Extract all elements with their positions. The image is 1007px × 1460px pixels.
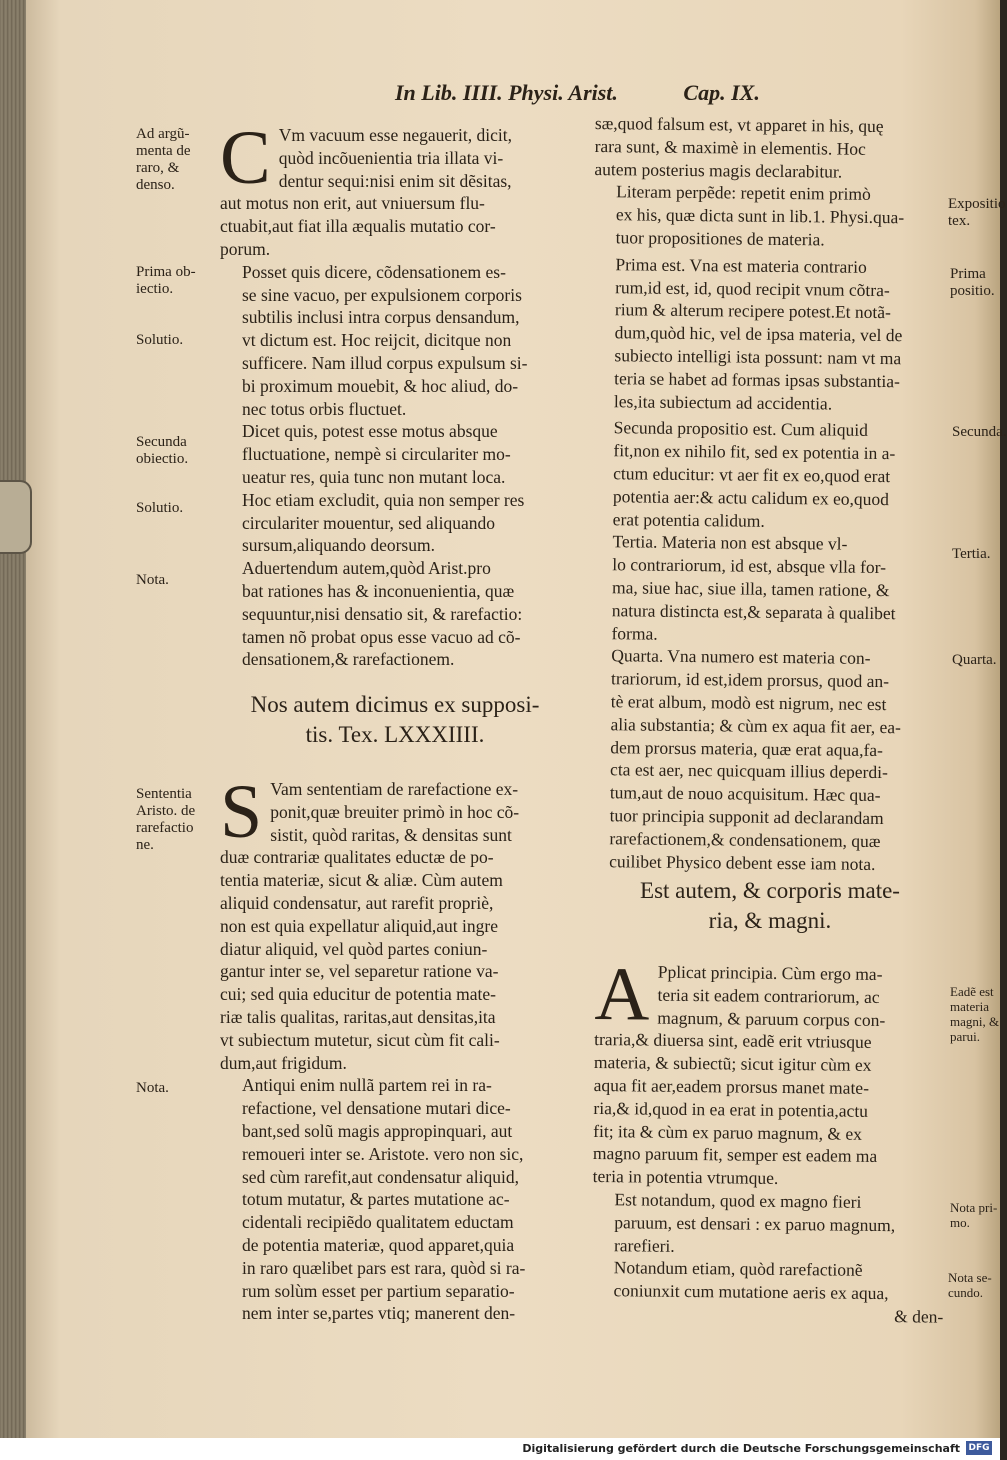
paragraph bbox=[592, 253, 946, 416]
text-line: materia, & subiectũ; sicut igitur cùm ex bbox=[593, 1052, 872, 1076]
section-heading-right bbox=[595, 876, 945, 936]
text-line: aut motus non erit, aut vniuersum flu- bbox=[220, 193, 485, 214]
paragraph bbox=[592, 952, 947, 1192]
text-line: dem prorsus materia, quæ erat aqua,fa- bbox=[610, 736, 884, 760]
text-line: Quarta. Vna numero est materia con- bbox=[611, 645, 871, 669]
text-line: rum,id est, id, quod recipit vnum cõtra- bbox=[615, 276, 890, 300]
text-line: fit; ita & cùm ex paruo magnum, & ex bbox=[593, 1120, 863, 1144]
text-line: de potentia materiæ, quod apparet,quia bbox=[242, 1234, 515, 1255]
text-line: Secunda propositio est. Cum aliquid bbox=[613, 417, 869, 441]
text-line: Antiqui enim nullã partem rei in ra- bbox=[242, 1075, 492, 1096]
paragraph bbox=[220, 770, 572, 1074]
text-line: traria,& diuersa sint, eadẽ erit vtriusque bbox=[594, 1029, 872, 1053]
text-line: densationem,& rarefactionem. bbox=[242, 649, 455, 670]
text-line: quòd incõuenientia tria illata vi- bbox=[278, 147, 504, 168]
margin-note-eadem-materia: Eadẽ est materia magni, & parui. bbox=[950, 984, 1000, 1044]
text-line: ueatur res, quia tunc non mutant loca. bbox=[242, 466, 506, 487]
text-line: trariorum, id est,idem prorsus, quod an- bbox=[610, 668, 890, 692]
text-line: potentia aer:& actu calidum ex eo,quod bbox=[612, 485, 890, 509]
paragraph bbox=[220, 261, 572, 421]
text-line: refactione, vel densatione mutari dice- bbox=[242, 1098, 511, 1119]
text-line: se sine vacuo, per expulsionem corporis bbox=[242, 284, 522, 305]
text-line: aqua fit aer,eadem prorsus manet mate- bbox=[593, 1074, 870, 1098]
text-line: les,ita subiectum ad accidentia. bbox=[613, 390, 833, 414]
text-line: Aduertendum autem,quòd Arist.pro bbox=[242, 558, 491, 579]
running-head-chapter: Cap. IX. bbox=[683, 80, 760, 105]
dfg-logo-icon: DFG bbox=[966, 1441, 992, 1455]
text-line: rum solùm esset per partium separatio- bbox=[242, 1280, 515, 1301]
text-line: bi proximum mouebit, & hoc aliud, do- bbox=[242, 375, 519, 396]
text-line: porum. bbox=[220, 238, 271, 259]
text-line: bant,sed solũ magis appropinquari, aut bbox=[242, 1120, 513, 1141]
text-line: teria in potentia vtrumque. bbox=[592, 1166, 779, 1189]
running-head-title: In Lib. IIII. Physi. Arist. bbox=[395, 80, 618, 105]
text-line: rara sunt, & maximè in elementis. Hoc bbox=[594, 135, 866, 159]
text-line: bat rationes has & inconuenientia, quæ bbox=[242, 580, 515, 601]
text-line: cidentali recipiẽdo qualitatem eductam bbox=[242, 1212, 514, 1233]
text-line: tamen nõ probat opus esse vacuo ad cõ- bbox=[242, 626, 521, 647]
text-line: Vm vacuum esse negauerit, dicit, bbox=[278, 125, 512, 145]
margin-note-nota-1: Nota. bbox=[136, 572, 169, 588]
text-line: autem posterius magis declarabitur. bbox=[594, 158, 843, 182]
text-line: dum,aut frigidum. bbox=[220, 1052, 347, 1073]
text-line: Prima est. Vna est materia contrario bbox=[615, 254, 867, 277]
text-line: Dicet quis, potest esse motus absque bbox=[242, 421, 498, 442]
text-line: paruum, est densari : ex paruo magnum, bbox=[614, 1211, 896, 1235]
paragraph bbox=[220, 1074, 572, 1325]
paragraph bbox=[220, 116, 572, 261]
text-line: cta est aer, nec quicquam illius deperdi- bbox=[610, 759, 888, 783]
right-column bbox=[587, 112, 947, 876]
text-line: sed cùm rarefit,aut condensatur aliquid, bbox=[242, 1166, 519, 1187]
catchword: & den- bbox=[894, 1306, 944, 1327]
text-line: tè erat album, modò est nigrum, nec est bbox=[610, 691, 887, 715]
drop-cap: C bbox=[220, 116, 271, 200]
text-line: ria,& id,quod in ea erat in potentia,actu bbox=[593, 1097, 869, 1121]
margin-note-solutio-1: Solutio. bbox=[136, 332, 184, 348]
text-line: cuilibet Physico debent esse iam nota. bbox=[609, 850, 876, 874]
text-line: Est notandum, quod ex magno fieri bbox=[614, 1189, 862, 1212]
margin-note-secunda-obiectio: Secunda obiectio. bbox=[136, 434, 189, 467]
paragraph bbox=[220, 420, 572, 557]
text-line: gantur inter se, vel separetur ratione va- bbox=[220, 961, 499, 982]
margin-note-nota-2: Nota. bbox=[136, 1080, 169, 1096]
text-line: ex his, quæ dicta sunt in lib.1. Physi.qua- bbox=[615, 204, 905, 228]
text-line: fit,non ex nihilo fit, sed ex potentia in a- bbox=[613, 440, 896, 464]
text-line: sequuntur,nisi densatio sit, & rarefactio: bbox=[242, 603, 523, 624]
paragraph bbox=[591, 416, 944, 534]
right-column-lower bbox=[591, 952, 947, 1328]
text-line: subiecto intelligi ista possunt: nam vt ma bbox=[614, 345, 902, 369]
text-line: magnum, & paruum corpus con- bbox=[657, 1007, 886, 1030]
text-line: remoueri inter se. Aristote. vero non sic, bbox=[242, 1143, 524, 1164]
text-line: cui; sed quia educitur de potentia mate- bbox=[220, 984, 497, 1005]
text-line: teria se habet ad formas ipsas substantia- bbox=[614, 367, 901, 391]
paragraph bbox=[592, 1188, 945, 1260]
text-line: tuor principia supponit ad declarandam bbox=[609, 805, 884, 828]
text-line: sæ,quod falsum est, vt apparet in his, quę bbox=[594, 112, 884, 137]
margin-note-quarta: Quarta. bbox=[952, 652, 997, 668]
text-line: forma. bbox=[611, 622, 658, 644]
heading-line: tis. Tex. LXXXIIII. bbox=[305, 722, 485, 747]
text-line: Posset quis dicere, cõdensationem es- bbox=[242, 261, 506, 282]
text-line: in raro quælibet pars est rara, quòd si ra- bbox=[242, 1257, 526, 1278]
text-line: Notandum etiam, quòd rarefactionẽ bbox=[613, 1257, 863, 1281]
section-heading-left bbox=[210, 690, 580, 750]
text-line: non est quia expellatur aliquid,aut ingre bbox=[220, 915, 498, 936]
text-line: fluctuatione, nempè si circulariter mo- bbox=[242, 444, 511, 465]
paragraph bbox=[591, 1256, 944, 1328]
text-line: alia substantia; & cùm ex aqua fit aer, ea- bbox=[610, 713, 902, 737]
text-line: ponit,quæ breuiter primò in hoc cõ- bbox=[270, 801, 520, 822]
text-line: totum mutatur, & partes mutatione ac- bbox=[242, 1189, 510, 1210]
margin-note-prima-positio: Prima positio. bbox=[950, 266, 995, 299]
text-line: tum,aut de nouo acquisitum. Hæc qua- bbox=[609, 782, 881, 806]
text-line: nem inter se,partes vtiq; manerent den- bbox=[242, 1303, 516, 1324]
left-column bbox=[220, 116, 572, 671]
text-line: vt subiectum mutetur, sicut cùm fit cali- bbox=[220, 1029, 500, 1050]
book-clasp bbox=[0, 480, 32, 554]
drop-cap: S bbox=[220, 770, 263, 854]
text-line: diatur aliquid, vel quòd partes coniun- bbox=[220, 938, 488, 959]
text-line: aliquid condensatur, aut rarefit propriè, bbox=[220, 892, 494, 913]
text-line: nec totus orbis fluctuet. bbox=[242, 398, 407, 419]
paragraph bbox=[594, 112, 947, 184]
text-line: teria sit eadem contrariorum, ac bbox=[657, 984, 880, 1007]
text-line: natura distincta est,& separata à qualibet bbox=[611, 599, 896, 623]
page-edge bbox=[0, 0, 26, 1440]
heading-line: ria, & magni. bbox=[708, 908, 832, 933]
margin-note-expositio: Expositio tex. bbox=[948, 196, 1006, 229]
text-line: duæ contrariæ qualitates eductæ de po- bbox=[220, 847, 494, 868]
margin-note-prima-obiectio: Prima ob- iectio. bbox=[136, 264, 196, 297]
text-line: magno paruum fit, semper est eadem ma bbox=[592, 1143, 878, 1167]
heading-line: Est autem, & corporis mate- bbox=[640, 878, 900, 903]
left-column-lower bbox=[220, 770, 572, 1325]
text-line: Literam perpẽde: repetit enim primò bbox=[616, 181, 871, 205]
heading-line: Nos autem dicimus ex supposi- bbox=[250, 692, 540, 717]
paragraph bbox=[589, 530, 942, 648]
text-line: tentia materiæ, sicut & aliæ. Cùm autem bbox=[220, 870, 503, 891]
text-line: coniunxit cum mutatione aeris ex aqua, bbox=[613, 1280, 889, 1304]
paragraph bbox=[594, 180, 947, 252]
text-line: rium & alterum recipere potest.Et notã- bbox=[614, 299, 892, 323]
margin-note-nota-secundo: Nota se- cundo. bbox=[948, 1270, 992, 1300]
text-line: ma, siue hac, siue illa, tamen ratione, & bbox=[611, 577, 890, 601]
text-line: riæ talis qualitas, raritas,aut densitas,ita bbox=[220, 1006, 496, 1027]
text-line: sufficere. Nam illud corpus expulsum si- bbox=[242, 352, 528, 373]
text-line: ctuabit,aut fiat illa æqualis mutatio cor- bbox=[220, 216, 496, 237]
text-line: dum,quòd hic, vel de ipsa materia, vel de bbox=[614, 322, 903, 346]
text-line: sursum,aliquando deorsum. bbox=[242, 535, 435, 556]
text-line: Hoc etiam excludit, quia non semper res bbox=[242, 489, 525, 510]
running-head bbox=[395, 80, 795, 106]
text-line: vt dictum est. Hoc reijcit, dicitque non bbox=[242, 330, 512, 351]
text-line: Vam sententiam de rarefactione ex- bbox=[270, 779, 519, 799]
drop-cap: A bbox=[594, 952, 650, 1037]
paragraph bbox=[220, 557, 572, 671]
margin-note-sententia: Sententia Aristo. de rarefactio ne. bbox=[136, 786, 196, 853]
text-line: tuor propositiones de materia. bbox=[615, 227, 825, 250]
text-line: subtilis inclusi intra corpus densandum, bbox=[242, 307, 520, 328]
margin-note-tertia: Tertia. bbox=[952, 546, 991, 562]
margin-note-nota-primo: Nota pri- mo. bbox=[950, 1200, 998, 1230]
margin-note-solutio-2: Solutio. bbox=[136, 500, 184, 516]
text-line: ctum educitur: vt aer fit ex eo,quod erat bbox=[613, 463, 891, 487]
margin-note-ad-argumenta: Ad argũ- menta de raro, & denso. bbox=[136, 126, 191, 193]
text-line: rarefieri. bbox=[613, 1234, 675, 1256]
margin-note-secunda: Secunda. bbox=[952, 424, 1007, 440]
text-line: rarefactionem,& condensationem, quæ bbox=[609, 827, 881, 851]
text-line: dentur sequi:nisi enim sit dẽsitas, bbox=[278, 170, 512, 191]
paragraph bbox=[587, 644, 941, 876]
text-line: erat potentia calidum. bbox=[612, 508, 765, 531]
text-line: Pplicat principia. Cùm ergo ma- bbox=[657, 961, 883, 985]
text-line: lo contrariorum, id est, absque vlla for- bbox=[612, 554, 887, 578]
text-line: circulariter mouentur, sed aliquando bbox=[242, 512, 495, 533]
text-line: Tertia. Materia non est absque vl- bbox=[612, 531, 848, 555]
text-line: sistit, quòd raritas, & densitas sunt bbox=[270, 824, 512, 845]
footer-credit: Digitalisierung gefördert durch die Deutsche Forschungsgemeinschaft bbox=[522, 1442, 960, 1455]
